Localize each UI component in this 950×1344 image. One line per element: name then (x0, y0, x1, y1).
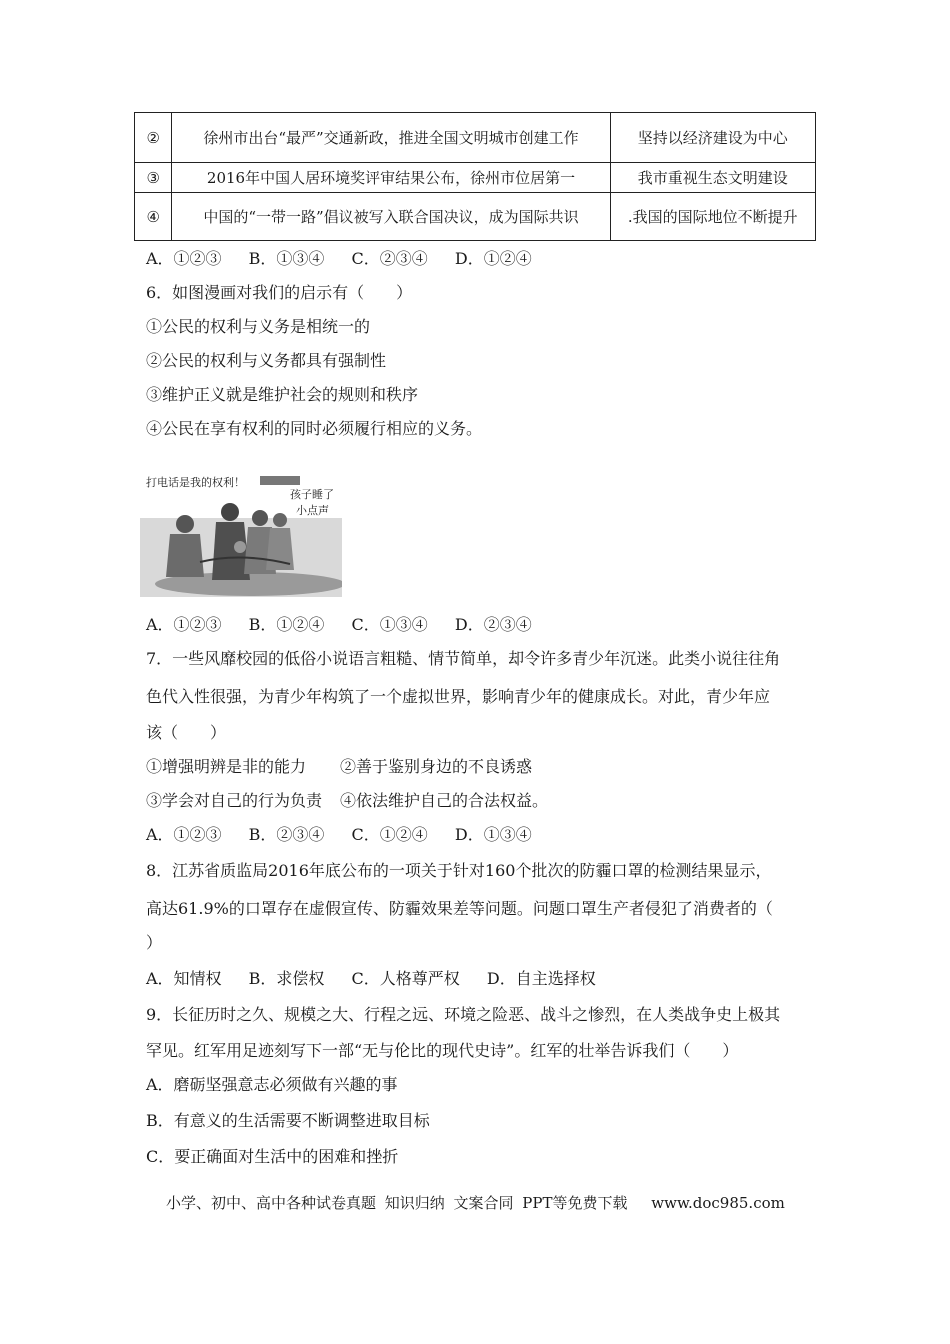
option-c: C．①③④ (351, 615, 428, 634)
option-b: B．②③④ (248, 825, 325, 844)
question-7-items (146, 790, 548, 812)
question-9-option: A．磨砺坚强意志必须做有兴趣的事 (146, 1075, 398, 1094)
question-5-table (134, 112, 816, 241)
option-c: C．②③④ (351, 249, 428, 268)
question-9-option: B．有意义的生活需要不断调整进取目标 (146, 1111, 430, 1130)
cartoon-image (140, 452, 342, 597)
question-6-stem: 6．如图漫画对我们的启示有（ ） (146, 283, 413, 302)
question-8-stem-line: ） (146, 933, 163, 952)
question-6-options (146, 614, 554, 636)
question-8-options (146, 968, 618, 990)
question-6-item: ①公民的权利与义务是相统一的 (146, 317, 371, 336)
question-7-stem-line: 7．一些风靡校园的低俗小说语言粗糙、情节简单，却令许多青少年沉迷。此类小说往往角 (146, 649, 781, 668)
question-7-stem-line: 色代入性很强，为青少年构筑了一个虚拟世界，影响青少年的健康成长。对此，青少年应 (146, 687, 771, 706)
question-7-options (146, 824, 554, 846)
row-meaning: 坚持以经济建设为中心 (610, 113, 815, 163)
option-b: B．①②④ (248, 615, 325, 634)
option-a: A．知情权 (146, 969, 222, 988)
cartoon-caption-right: 孩子睡了 (290, 488, 334, 501)
option-a: A．①②③ (146, 825, 222, 844)
question-7-item: ④依法维护自己的合法权益。 (340, 791, 549, 810)
row-event: 中国的“一带一路”倡议被写入联合国决议，成为国际共识 (172, 193, 610, 241)
question-9-stem-line: 罕见。红军用足迹刻写下一部“无与伦比的现代史诗”。红军的壮举告诉我们（ ） (146, 1041, 739, 1060)
row-number: ③ (135, 163, 172, 193)
question-8-stem-line: 高达61.9%的口罩存在虚假宣传、防霾效果差等问题。问题口罩生产者侵犯了消费者的（ (146, 899, 773, 918)
row-number: ④ (135, 193, 172, 241)
option-d: D．自主选择权 (486, 969, 596, 988)
row-meaning: 我市重视生态文明建设 (610, 163, 815, 193)
cartoon-caption-left: 打电话是我的权利！ (146, 476, 245, 489)
question-6-item: ②公民的权利与义务都具有强制性 (146, 351, 387, 370)
option-d: D．②③④ (454, 615, 532, 634)
table-row (135, 113, 816, 163)
option-d: D．①②④ (454, 249, 532, 268)
row-number: ② (135, 113, 172, 163)
option-a: A．①②③ (146, 249, 222, 268)
table-row (135, 163, 816, 193)
question-6-item: ④公民在享有权利的同时必须履行相应的义务。 (146, 419, 483, 438)
row-event: 2016年中国人居环境奖评审结果公布，徐州市位居第一 (172, 163, 610, 193)
question-7-item: ②善于鉴别身边的不良诱惑 (340, 757, 533, 776)
cartoon-caption-right-2: 小点声 (296, 504, 329, 517)
question-8-stem-line: 8．江苏省质监局2016年底公布的一项关于针对160个批次的防霾口罩的检测结果显示， (146, 861, 772, 880)
table-row (135, 193, 816, 241)
option-b: B．求偿权 (248, 969, 325, 988)
page-footer: 小学、初中、高中各种试卷真题 知识归纳 文案合同 PPT等免费下载 www.doc985.com (166, 1194, 785, 1212)
question-7-items (146, 756, 532, 778)
question-7-item: ①增强明辨是非的能力 (146, 757, 307, 776)
question-6-item: ③维护正义就是维护社会的规则和秩序 (146, 385, 419, 404)
option-c: C．人格尊严权 (351, 969, 460, 988)
option-b: B．①③④ (248, 249, 325, 268)
question-7-item: ③学会对自己的行为负责 (146, 791, 323, 810)
option-a: A．①②③ (146, 615, 222, 634)
option-d: D．①③④ (454, 825, 532, 844)
option-c: C．①②④ (351, 825, 428, 844)
row-event: 徐州市出台“最严”交通新政，推进全国文明城市创建工作 (172, 113, 610, 163)
row-meaning: .我国的国际地位不断提升 (610, 193, 815, 241)
question-7-stem-line: 该（ ） (146, 723, 227, 742)
question-9-option: C．要正确面对生活中的困难和挫折 (146, 1147, 399, 1166)
question-5-options (146, 248, 554, 270)
question-9-stem-line: 9．长征历时之久、规模之大、行程之远、环境之险恶、战斗之惨烈，在人类战争史上极其 (146, 1005, 781, 1024)
